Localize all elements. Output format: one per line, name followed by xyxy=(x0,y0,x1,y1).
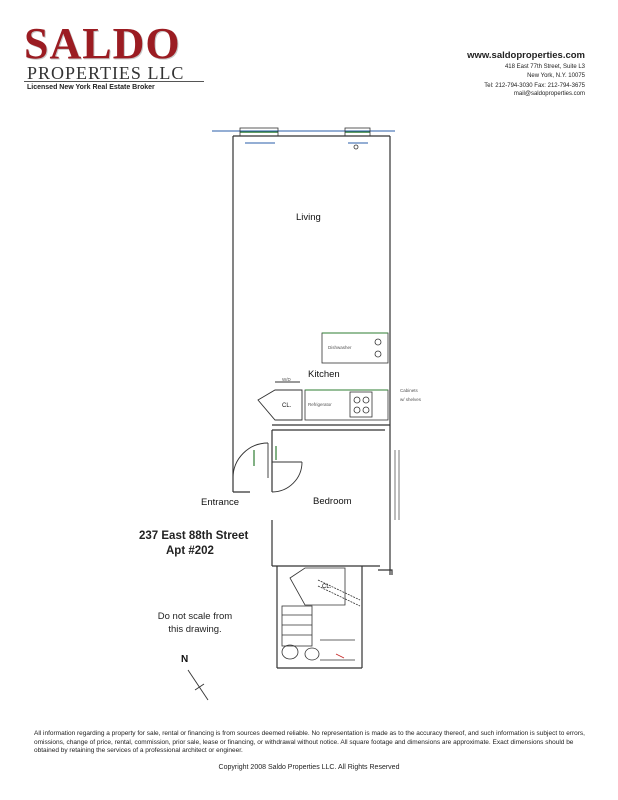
scale-note-line1: Do not scale from xyxy=(157,611,233,622)
property-address-apt: Apt #202 xyxy=(166,545,214,557)
company-phone-fax: Tel: 212-794-3030 Fax: 212-794-3675 xyxy=(484,83,585,89)
stove xyxy=(350,392,372,417)
property-address-street: 237 East 88th Street xyxy=(139,530,249,542)
broker-license-line: Licensed New York Real Estate Broker xyxy=(27,84,155,91)
legal-disclaimer: All information regarding a property for sale, rental or financing is from sources deemed reliable. No representation is made as to the accuracy thereof, and such information is subject to errors, omissions, change of price, rental, commission, prior sale, lease or financing, or withdrawal without notice. All square footage and dimensions are approximate. Exact dimensions should be obtained by retaining the services of a professional architect or engineer. xyxy=(34,730,585,755)
kitchen-closet xyxy=(258,382,302,420)
appliance-label-refrigerator: Refrigerator xyxy=(308,402,332,407)
bedroom-door-swing xyxy=(272,462,302,492)
room-label-living: Living xyxy=(296,212,321,223)
company-logo-main: SALDO xyxy=(24,19,181,68)
company-logo-sub: PROPERTIES LLC xyxy=(27,63,185,83)
copyright-notice: Copyright 2008 Saldo Properties LLC. All Rights Reserved xyxy=(218,764,400,771)
cabinet-label-detail: w/ shelves xyxy=(400,397,422,402)
kitchen-counter-trim xyxy=(305,333,388,390)
door-marks xyxy=(254,446,276,466)
room-label-entrance: Entrance xyxy=(201,497,240,508)
appliance-label-wd: W/D xyxy=(282,377,291,382)
closet-label-kitchen: CL. xyxy=(282,403,292,409)
company-address-line2: New York, N.Y. 10075 xyxy=(527,73,585,79)
company-website-link[interactable]: www.saldoproperties.com xyxy=(467,50,585,61)
company-address-line1: 418 East 77th Street, Suite L3 xyxy=(504,64,585,70)
window-sills xyxy=(212,131,395,143)
scale-note-line2: this drawing. xyxy=(168,624,222,635)
north-label: N xyxy=(181,654,189,665)
entrance-door-swing xyxy=(233,443,268,478)
appliance-label-dishwasher: Dishwasher xyxy=(328,345,352,350)
cabinet-label: Cabinets xyxy=(400,388,418,393)
bedroom-window xyxy=(395,450,399,520)
room-label-bedroom: Bedroom xyxy=(313,496,352,507)
company-email-link[interactable]: mail@saldoproperties.com xyxy=(513,91,585,97)
door-swings xyxy=(233,443,302,492)
bath-fixtures xyxy=(282,568,360,660)
closet-label-bath: CL. xyxy=(322,584,332,590)
room-label-kitchen: Kitchen xyxy=(308,369,340,380)
bath-accent xyxy=(336,654,344,658)
north-arrow xyxy=(188,670,208,700)
